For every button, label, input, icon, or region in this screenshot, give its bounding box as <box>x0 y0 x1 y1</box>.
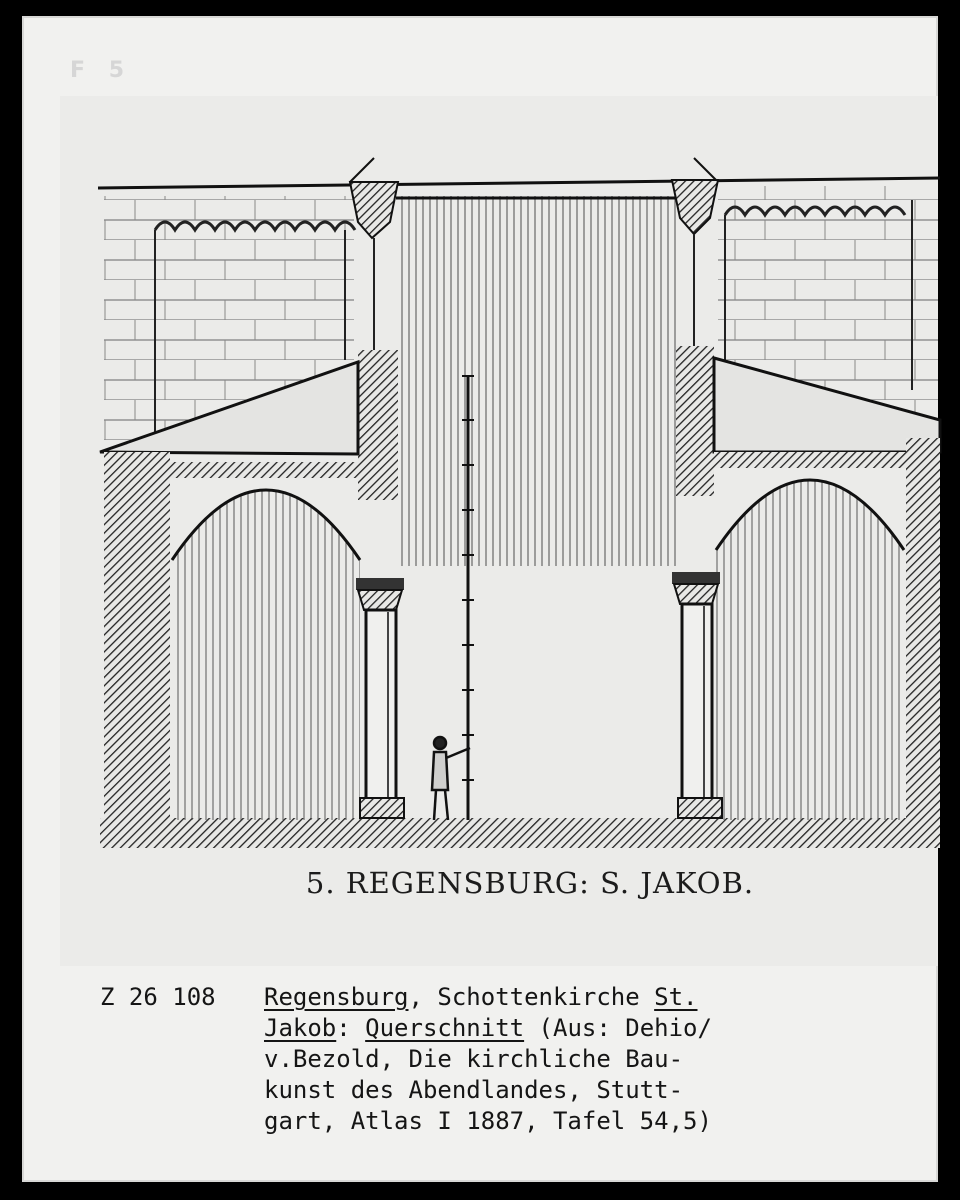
plate-caption: 5. REGENSBURG: S. JAKOB. <box>305 866 755 900</box>
text-segment: gart, Atlas I 1887, Tafel 54,5) <box>264 1107 712 1135</box>
catalog-line <box>264 1106 824 1137</box>
nave-ceiling-shading <box>396 196 676 566</box>
catalog-line <box>264 982 824 1013</box>
right-aisle-vault <box>716 480 904 820</box>
right-outer-wall <box>906 438 940 820</box>
text-segment: , Schottenkirche <box>408 983 655 1011</box>
text-segment: St. <box>654 983 698 1011</box>
text-segment: v.Bezold, Die kirchliche Bau- <box>264 1045 684 1073</box>
catalog-number: Z 26 108 <box>100 983 216 1011</box>
text-segment: Jakob <box>264 1014 337 1042</box>
left-roof-corbel <box>350 182 398 238</box>
floor <box>100 818 940 848</box>
corner-mark: F 5 <box>70 58 132 83</box>
catalog-description <box>264 982 824 1137</box>
human-figure <box>432 737 470 820</box>
text-segment: (Aus: Dehio/ <box>524 1014 712 1042</box>
right-aisle-band <box>714 452 906 468</box>
left-aisle-vault <box>172 490 360 820</box>
text-segment: Querschnitt <box>365 1014 525 1042</box>
text-segment: kunst des Abendlandes, Stutt- <box>264 1076 684 1104</box>
right-column <box>672 572 722 818</box>
text-segment: : <box>336 1014 366 1042</box>
right-roof-corbel <box>672 180 718 234</box>
text-segment: Regensburg <box>264 983 409 1011</box>
catalog-line <box>264 1044 824 1075</box>
left-column <box>356 578 404 818</box>
catalog-line <box>264 1013 824 1044</box>
left-outer-wall <box>104 452 170 820</box>
left-upper-pier <box>358 350 398 500</box>
left-aisle-band <box>170 462 360 478</box>
right-upper-pier <box>676 346 714 496</box>
catalog-line <box>264 1075 824 1106</box>
